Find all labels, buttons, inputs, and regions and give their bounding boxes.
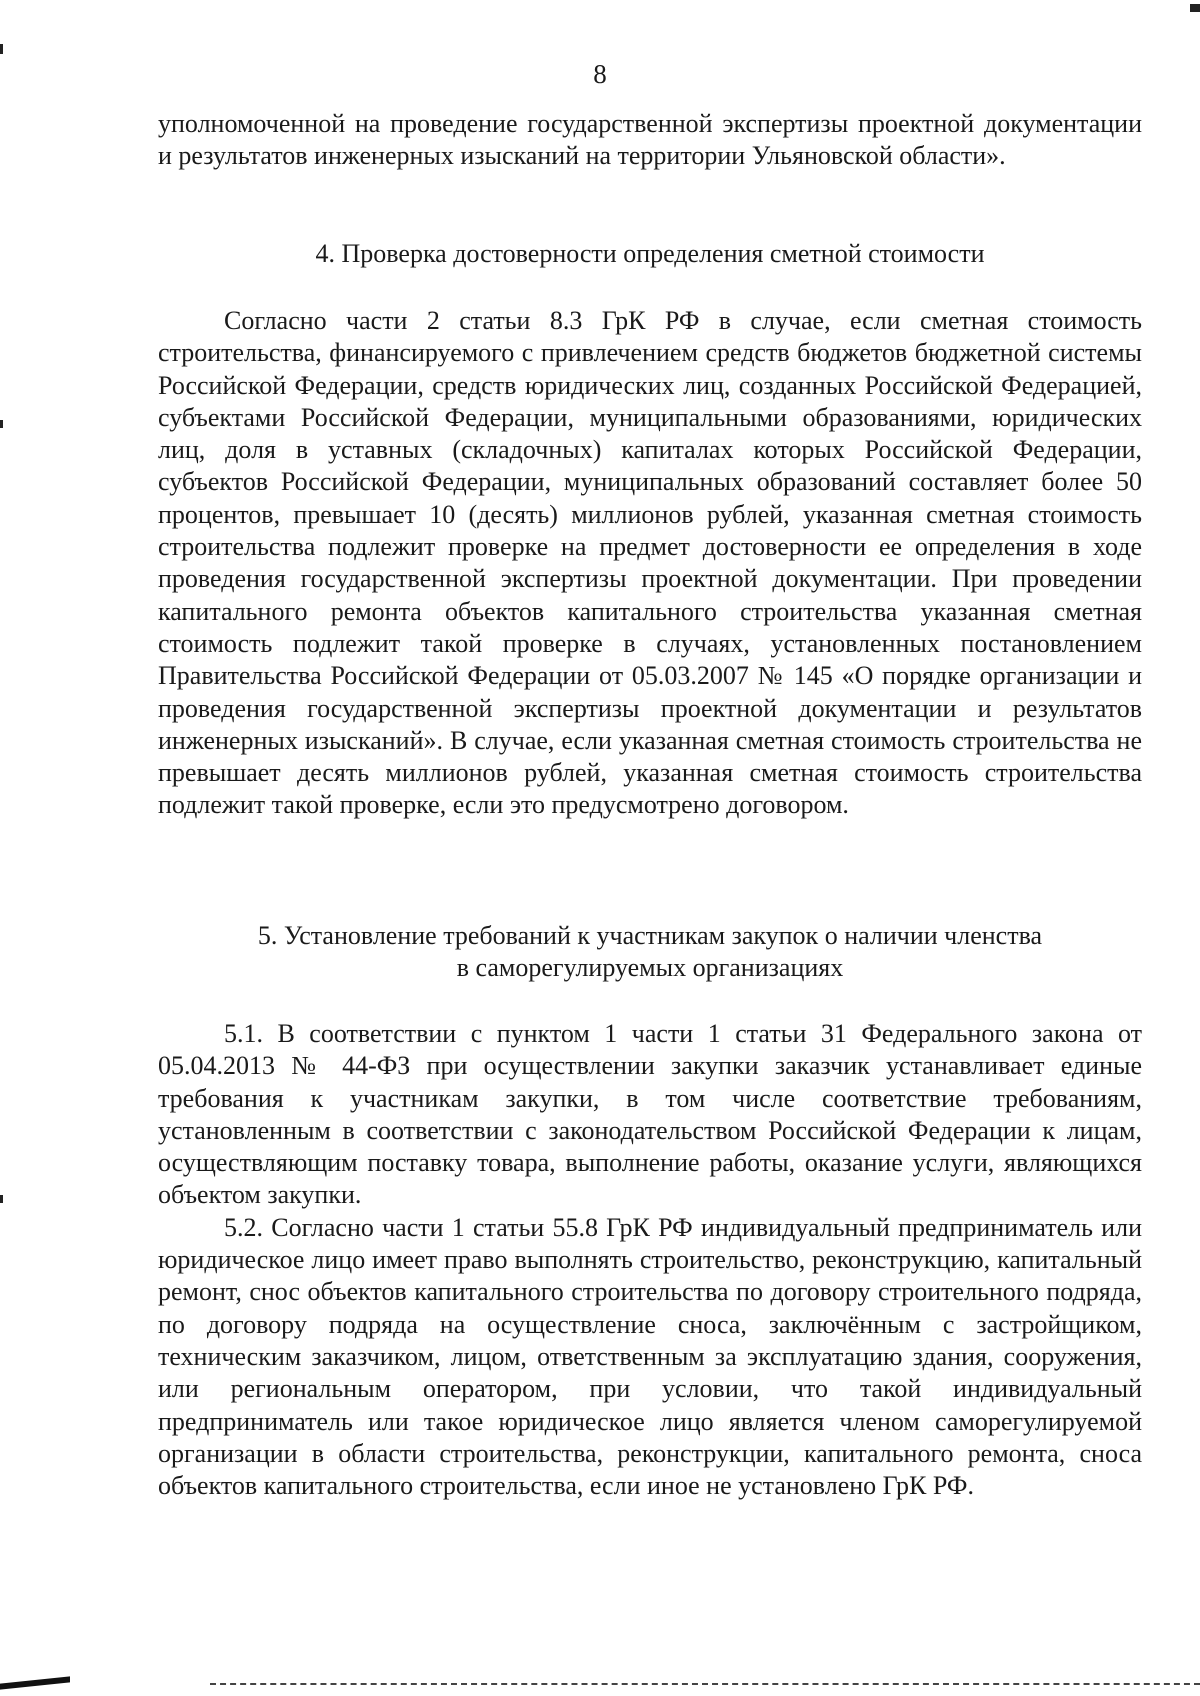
section-4-heading (158, 238, 1142, 270)
section-5-1-paragraph: 5.1. В соответствии с пунктом 1 части 1 статьи 31 Федерального закона от 05.04.2013 № 44-ФЗ при осуществлении закупки заказчик устанавливает единые требования к участникам закупки, в том числе соответствие требованиям, установленным в соответствии с законодательством Российской Федерации к лицам, осуществляющим поставку товара, выполнение работы, оказание услуги, являющихся объектом закупки. (158, 1019, 1142, 1210)
section-4-paragraph: Согласно части 2 статьи 8.3 ГрК РФ в случае, если сметная стоимость строительства, финансируемого с привлечением средств бюджетов бюджетной системы Российской Федерации, средств юридических лиц, созданных Российской Федерацией, субъектами Российской Федерации, муниципальными образованиями, юридических лиц, доля в уставных (складочных) капиталах которых Российской Федерации, субъектов Российской Федерации, муниципальных образований составляет более 50 процентов, превышает 10 (десять) миллионов рублей, указанная сметная стоимость строительства подлежит проверке на предмет достоверности ее определения в ходе проведения государственной экспертизы проектной документации. При проведении капитального ремонта объектов капитального строительства указанная сметная стоимость подлежит такой проверке в случаях, установленных постановлением Правительства Российской Федерации от 05.03.2007 № 145 «О порядке организации и проведения государственной экспертизы проектной документации и результатов инженерных изысканий». В случае, если указанная сметная стоимость строительства не превышает десять миллионов рублей, указанная сметная стоимость строительства подлежит такой проверке, если это предусмотрено договором. (158, 306, 1142, 820)
section-5-body (158, 1018, 1142, 1502)
scan-corner-mark (1190, 4, 1200, 12)
scan-edge-mark (0, 420, 3, 428)
section-5-heading (158, 920, 1142, 984)
continuation-paragraph: уполномоченной на проведение государственной экспертизы проектной документации и результатов инженерных изысканий на территории Ульяновской области». (158, 109, 1142, 171)
section-4-heading-text: 4. Проверка достоверности определения сметной стоимости (315, 239, 985, 268)
page-number: 8 (593, 59, 607, 89)
section-4-body (158, 305, 1142, 822)
section-5-heading-line1: 5. Установление требований к участникам закупок о наличии членства (257, 921, 1043, 950)
bottom-left-scan-mark (0, 1676, 70, 1689)
section-5-2-paragraph: 5.2. Согласно части 1 статьи 55.8 ГрК РФ индивидуальный предприниматель или юридическое лицо имеет право выполнять строительство, реконструкцию, капитальный ремонт, снос объектов капитального строительства по договору строительного подряда, по договору подряда на осуществление сноса, заключённым с застройщиком, техническим заказчиком, лицом, ответственным за эксплуатацию здания, сооружения, или региональным оператором, при условии, что такой индивидуальный предприниматель или такое юридическое лицо является членом саморегулируемой организации в области строительства, реконструкции, капитального ремонта, сноса объектов капитального строительства, если иное не установлено ГрК РФ. (158, 1212, 1142, 1501)
continuation-text (158, 108, 1142, 173)
bottom-scan-rule (210, 1683, 1200, 1685)
section-5-heading-line2: в саморегулируемых организациях (456, 953, 844, 982)
scan-edge-mark (0, 1195, 3, 1203)
scan-edge-mark (0, 44, 3, 54)
